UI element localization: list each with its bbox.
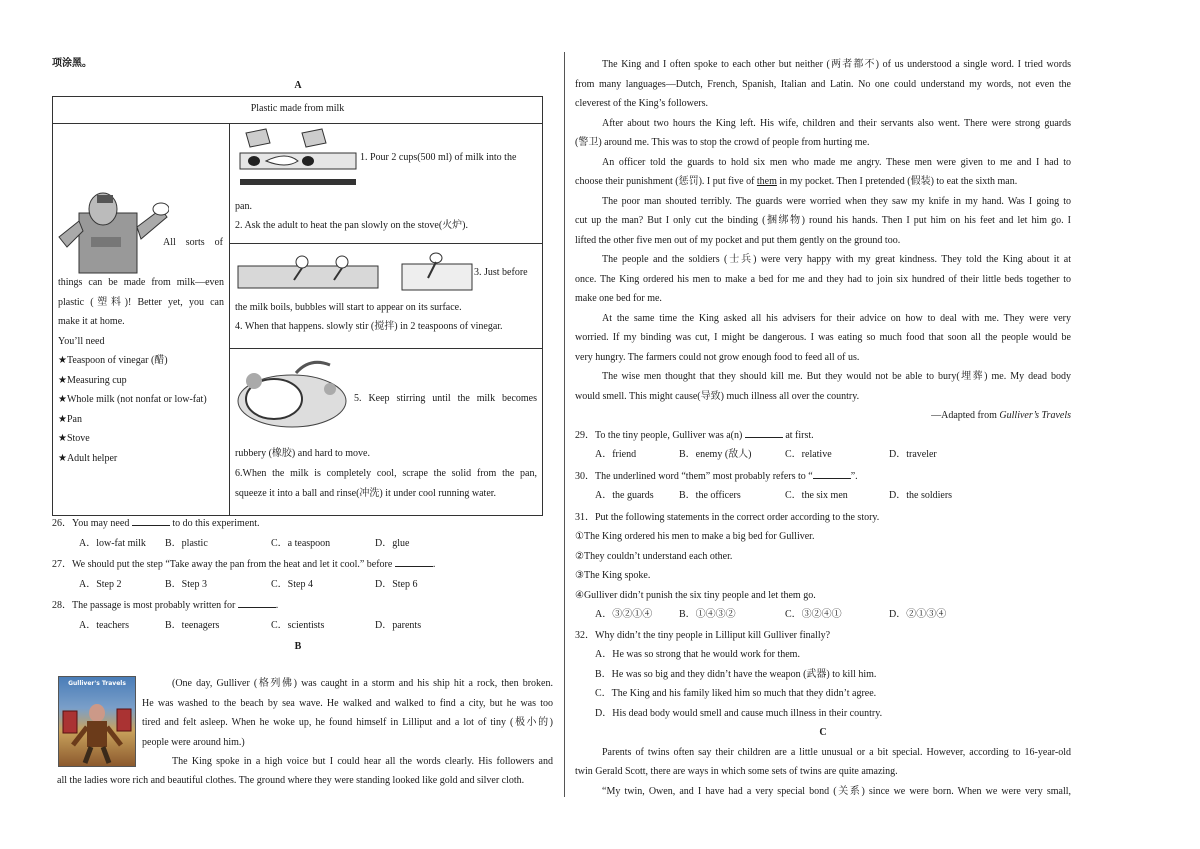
right-column: [575, 55, 1071, 801]
underlined-word-them: them: [756, 176, 777, 187]
option[interactable]: B．He was so big and they didn’t have the weapon (武器) to kill him.: [595, 668, 877, 680]
option[interactable]: A．low-fat milk: [79, 537, 146, 549]
question-29: 29．To the tiny people, Gulliver was a(n) at first.: [575, 429, 814, 441]
text-line: would smell. This might cause(导致) much illness all over the country.: [575, 390, 860, 402]
intro-text: [58, 273, 224, 468]
step-3-a: 3. Just before: [474, 267, 528, 278]
question-30-options: [575, 486, 1071, 506]
step-1-a: 1. Pour 2 cups(500 ml) of milk into the: [360, 152, 517, 163]
text-line: The King and I often spoke to each other but neither (两者都不) of us understood a single word. I tried words: [602, 59, 1071, 70]
statement: ②They couldn’t understand each other.: [575, 550, 733, 562]
material-item: ★Stove: [58, 433, 90, 444]
option[interactable]: C．a teaspoon: [271, 537, 331, 549]
text-line: An officer told the guards to hold six men who made me angry. These men were given to me and I had to: [602, 156, 1071, 168]
option[interactable]: B．plastic: [165, 537, 208, 549]
plastic-recipe-table: [52, 96, 543, 516]
book-cover-image: [58, 676, 136, 767]
text-line: At the same time the King asked all his advisers for their advice on how to deal with me. They were very: [602, 312, 1071, 324]
text-line: The wise men thought that they should kill me. But they would not be able to bury(埋葬) me. My dead body: [602, 371, 1071, 382]
answer-blank[interactable]: [395, 557, 433, 567]
text-line: The King spoke in a high voice but I could hear all the words clearly. His followers and: [172, 756, 553, 767]
option[interactable]: B．the officers: [679, 490, 741, 501]
step-6: 6.When the milk is completely cool, scrape the solid from the pan, squeeze it into a ball and rinse(冲洗) it under cool running water.: [235, 468, 537, 499]
text-line: (One day, Gulliver (格列佛) was caught in a storm and his ship hit a rock, then broken.: [172, 678, 553, 689]
option[interactable]: B．teenagers: [165, 619, 220, 631]
intro-line: things can be made from milk—even: [58, 277, 224, 288]
option[interactable]: C．The King and his family liked him so much that they didn’t agree.: [595, 688, 877, 699]
passage-b-intro: [142, 674, 553, 772]
option[interactable]: B．Step 3: [165, 578, 207, 590]
text-line: worried. If my binding was cut, I might be dangerous. I was eating so much food that soon all the people would be: [575, 332, 1071, 343]
option[interactable]: A．the guards: [595, 490, 654, 501]
question-31-options: [575, 605, 1071, 625]
answer-blank[interactable]: [132, 516, 170, 526]
question-31: 31．Put the following statements in the correct order according to the story.: [575, 511, 880, 523]
text-line: very hungry. The farmers could not grow enough food to feed all of us.: [575, 351, 860, 363]
text-line: (警卫) around me. This was to stop the crowd of people from hurting me.: [575, 137, 870, 148]
answer-blank[interactable]: [745, 428, 783, 438]
text-line: cut up the man? But I only cut the binding (捆绑物) round his hands. Then I put him on his feet and let him go. I: [575, 215, 1071, 226]
question-28: 28．The passage is most probably written for .: [52, 600, 279, 611]
statement: ④Gulliver didn’t punish the six tiny people and let them go.: [575, 589, 816, 601]
text-line: once. The King ordered his men to make a bed for me and they had to join six hundred of their little beds together to: [575, 273, 1071, 285]
step-2: 2. Ask the adult to heat the pan slowly on the stove(火炉).: [235, 220, 469, 231]
text-line: Parents of twins often say their children are a little unusual or a bit special. However, according to 16-year-old: [602, 746, 1071, 758]
header-note: 项涂黑。: [52, 58, 92, 69]
need-label: You’ll need: [58, 335, 105, 347]
steps-5-6-cell: [230, 349, 542, 515]
question-27-options: [52, 575, 544, 595]
questions-26-28: [52, 513, 544, 657]
stirring-bowl-illustration: [234, 355, 350, 431]
column-divider: [564, 52, 565, 797]
text-line: “My twin, Owen, and I have had a very special bond (关系) since we were born. When we were very small,: [602, 785, 1071, 797]
option[interactable]: C．③②④①: [785, 609, 842, 620]
source-citation: —Adapted from Gulliver’s Travels: [931, 410, 1071, 421]
text-line: He was washed to the beach by sea wave. He walked and walked to find a city, but he was too: [142, 697, 553, 709]
step-1-b: pan.: [235, 201, 252, 212]
table-title: Plastic made from milk: [53, 97, 542, 124]
question-30: 30．The underlined word “them” most probably refers to “ ”.: [575, 470, 858, 482]
material-item: ★Teaspoon of vinegar (醋): [58, 355, 168, 366]
question-26-options: [52, 534, 544, 554]
option[interactable]: A．Step 2: [79, 578, 122, 590]
answer-blank[interactable]: [238, 598, 276, 608]
option[interactable]: D．②①③④: [889, 609, 947, 620]
option[interactable]: A．③②①④: [595, 609, 653, 620]
option[interactable]: C．Step 4: [271, 578, 313, 590]
option[interactable]: C．the six men: [785, 490, 848, 501]
text-line: choose their punishment (惩罚). I put five of them in my pocket. Then I pretended (假装) to eat the sixth man.: [575, 176, 1018, 187]
book-cover-title: Gulliver's Travels: [68, 680, 126, 687]
left-column: [52, 52, 544, 95]
text-line: The people and the soldiers (士兵) were very happy with my great kindness. They told the King about it at: [602, 254, 1071, 265]
option[interactable]: D．parents: [375, 619, 422, 631]
material-item: ★Pan: [58, 413, 82, 425]
step-5-a: 5. Keep stirring until the milk becomes: [354, 393, 537, 404]
text-line: lifted the other five men out of my pocket and put them gently on the ground too.: [575, 234, 901, 246]
text-line: tired and felt asleep. When he woke up, he found himself in Lilliput and a lot of tiny (极小的): [142, 717, 553, 728]
option[interactable]: B．enemy (敌人): [679, 449, 752, 460]
question-27: 27．We should put the step “Take away the pan from the heat and let it cool.” before .: [52, 559, 436, 570]
steps-1-2-cell: [230, 123, 542, 244]
question-29-options: [575, 445, 1071, 465]
intro-line: make it at home.: [58, 316, 125, 327]
text-line: people were around him.): [142, 736, 245, 748]
intro-line: plastic (塑料)! Better yet, you can: [58, 296, 224, 308]
steps-3-4-cell: [230, 244, 542, 349]
section-a-label: A: [294, 79, 302, 91]
statement: ①The King ordered his men to make a big bed for Gulliver.: [575, 531, 815, 542]
text-line: cleverest of the King’s followers.: [575, 98, 709, 109]
section-c-label: C: [819, 727, 827, 738]
answer-blank[interactable]: [813, 469, 851, 479]
text-line: make one bed for me.: [575, 293, 662, 304]
option[interactable]: D．Step 6: [375, 578, 418, 590]
statement: ③The King spoke.: [575, 570, 651, 581]
option[interactable]: C．relative: [785, 449, 832, 460]
step-5-b: rubbery (橡胶) and hard to move.: [235, 448, 370, 459]
material-item: ★Adult helper: [58, 452, 118, 464]
section-b-label: B: [294, 641, 302, 652]
option[interactable]: A．friend: [595, 449, 637, 460]
option[interactable]: B．①④③②: [679, 609, 736, 620]
man-reading-illustration: [57, 187, 169, 277]
material-item: ★Measuring cup: [58, 374, 127, 386]
option[interactable]: A．teachers: [79, 619, 129, 631]
option[interactable]: D．the soldiers: [889, 490, 953, 501]
intro-first: All sorts of: [163, 237, 223, 248]
text-line: all the ladies wore rich and beautiful clothes. The ground where they were standing looked like gold and silver cloth.: [57, 775, 525, 786]
materials-cell: [53, 123, 230, 515]
question-28-options: [52, 616, 544, 636]
step-4: 4. When that happens. slowly stir (搅拌) in 2 teaspoons of vinegar.: [235, 321, 503, 332]
text-line: twin Gerald Scott, there are ways in which some sets of twins are quite amazing.: [575, 766, 898, 777]
option[interactable]: D．glue: [375, 537, 410, 549]
option[interactable]: D．His dead body would smell and cause much illness in their country.: [595, 707, 883, 719]
gulliver-figure-icon: [59, 687, 135, 767]
text-line: from many languages—Dutch, French, Spanish, Italian and Latin. No one could understand my words, not even the: [575, 78, 1071, 90]
step-3-b: the milk boils, bubbles will start to appear on its surface.: [235, 302, 462, 313]
question-26: 26．You may need to do this experiment.: [52, 518, 260, 529]
question-32: 32．Why didn’t the tiny people in Lilliput kill Gulliver finally?: [575, 629, 831, 641]
heating-pan-illustration: [236, 250, 474, 296]
material-item: ★Whole milk (not nonfat or low-fat): [58, 394, 207, 405]
option[interactable]: A．He was so strong that he would work for them.: [595, 649, 800, 660]
option[interactable]: D．traveler: [889, 449, 937, 460]
pouring-milk-illustration: [236, 127, 360, 191]
text-line: After about two hours the King left. His wife, children and their servants also went. There were strong guards: [602, 117, 1071, 129]
text-line: The poor man shouted terribly. The guards were worried when they saw my knife in my hand. Was I going to: [602, 195, 1071, 207]
option[interactable]: C．scientists: [271, 619, 325, 631]
passage-b-continued: [57, 771, 553, 791]
